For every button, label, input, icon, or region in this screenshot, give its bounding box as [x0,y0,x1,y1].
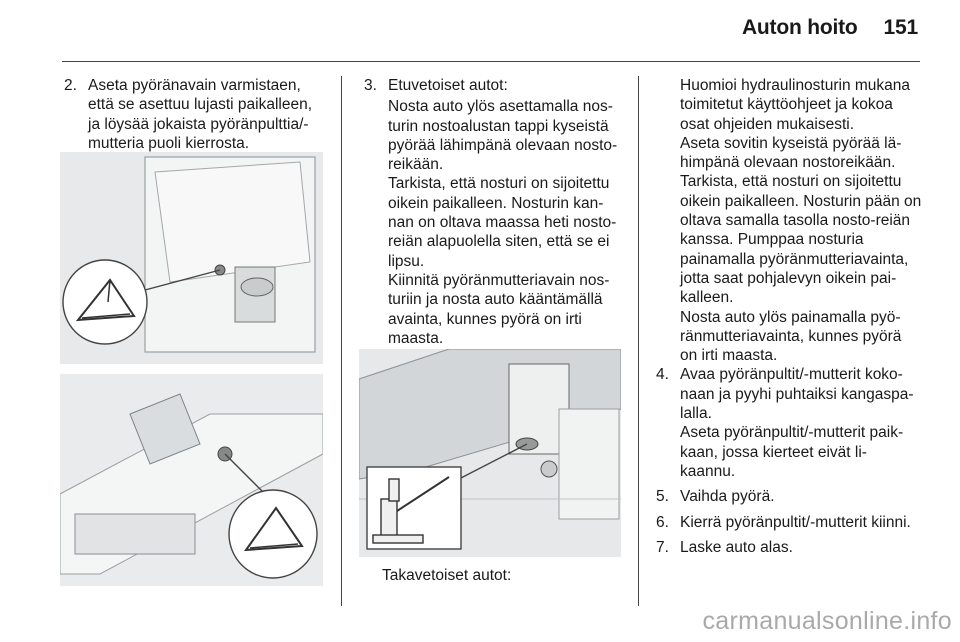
header-rule [62,61,920,62]
step-number: 4. [656,366,669,384]
illustration-hydraulic-jack [359,349,621,557]
instruction-paragraph: Aseta sovitin kyseistä pyörää lä-himpänä olevaan nostoreikään. [680,134,902,172]
instruction-paragraph: Nosta auto ylös painamalla pyö-ränmutteriavainta, kunnes pyörä on irti maasta. [680,308,902,365]
step-number: 2. [64,77,77,94]
step-5 [656,487,922,506]
step-number: 3. [364,77,377,94]
jack-instructions [656,76,922,365]
step-6 [656,513,922,532]
page-header [742,16,918,40]
illustration-wheel-wrench-rear [60,374,323,586]
instruction-paragraph: Tarkista, että nosturi on sijoitettu oikein paikalleen. Nosturin pään on oltava samalla tasolla nosto-reiän kanssa. Pumppaa nosturia painamalla pyöränmutteriavainta, jotta saat pohjalevyn oikein pai-kalleen. [680,173,922,307]
step-4 [656,365,922,481]
page-number: 151 [883,16,918,39]
right-column [656,76,922,563]
step-text: Vaihda pyörä. [680,488,775,506]
left-column [64,76,326,159]
step-number: 6. [656,513,669,531]
step-text: Aseta pyöränavain varmistaen, että se asettuu lujasti paikalleen, ja löysää jokaista pyöränpulttia/-mutteria puoli kierrosta. [88,77,313,152]
wheel-wrench-front-drawing [60,152,323,364]
step-text: Laske auto alas. [680,538,793,556]
step-2 [64,76,326,153]
step-text: Avaa pyöränpultit/-mutterit koko-naan ja pyyhi puhtaiksi kangaspa-lalla. [680,366,914,423]
step-paragraph: Tarkista, että nosturi on sijoitettu oikein paikalleen. Nosturin kan-nan on oltava maassa heti nosto-reiän alapuolella siten, että se ei lipsu. [388,175,617,270]
wheel-wrench-rear-drawing [60,374,323,586]
middle-column [364,76,626,348]
column-divider-2 [638,76,639,606]
step-text: Kierrä pyöränpultit/-mutterit kiinni. [680,513,911,531]
instruction-paragraph: Huomioi hydraulinosturin mukana toimitetut käyttöohjeet ja kokoa osat ohjeiden mukaisesti. [680,77,911,133]
step-number: 5. [656,488,669,506]
column-divider-1 [341,76,342,606]
step-paragraph: Nosta auto ylös asettamalla nos-turin nostoalustan tappi kyseistä pyörää lähimpänä olevaan nosto-reikään. [388,98,618,174]
illustration-wheel-wrench-front [60,152,323,364]
watermark: carmanualsonline.info [702,607,952,635]
step-subtext: Aseta pyöränpultit/-mutterit paik-kaan, jossa kierteet eivät li-kaannu. [680,424,904,480]
step-paragraph: Kiinnitä pyöränmutteriavain nos-turiin ja nosta auto kääntämällä avainta, kunnes pyörä on irti maasta. [388,271,610,347]
step-7 [656,538,922,557]
step-number: 7. [656,538,669,556]
figure-caption: Takavetoiset autot: [382,567,512,584]
hydraulic-jack-drawing [359,349,621,557]
step-heading: Etuvetoiset autot: [388,77,508,94]
step-3 [364,76,626,348]
page-title: Auton hoito [741,16,858,39]
